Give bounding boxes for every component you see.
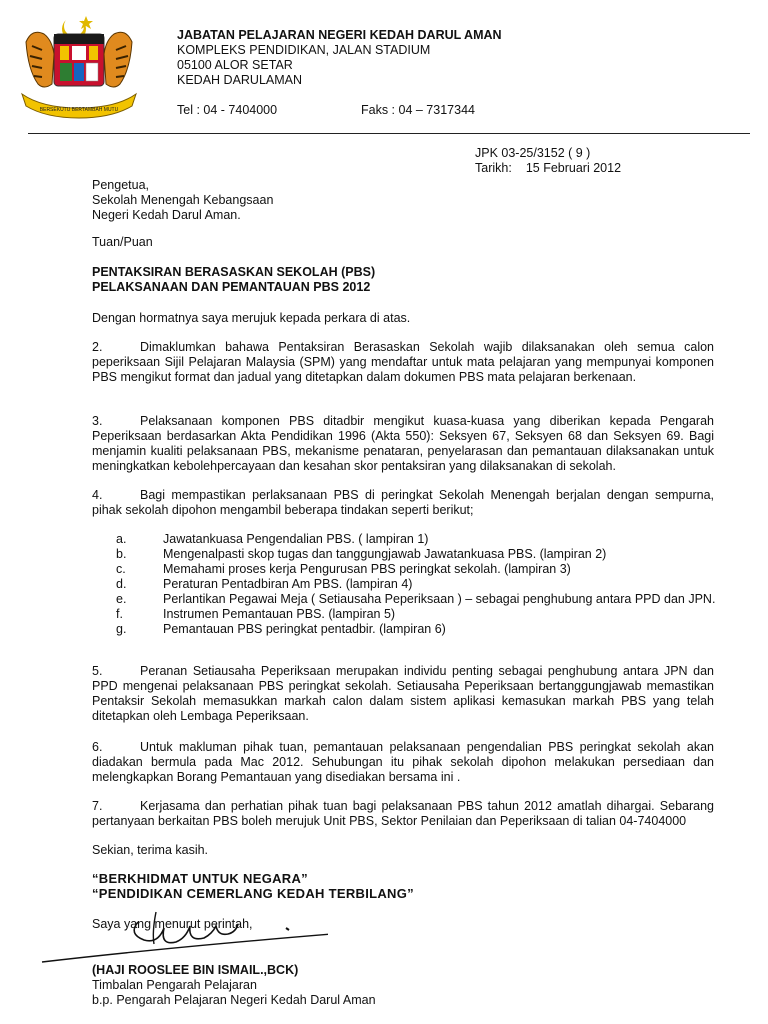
recipient-line: Pengetua,: [92, 178, 149, 192]
paragraph-number: 4.: [92, 488, 103, 502]
closing-line: Sekian, terima kasih.: [92, 843, 209, 857]
subject-line: PENTAKSIRAN BERASASKAN SEKOLAH (PBS): [92, 265, 376, 279]
list-item: [116, 592, 716, 607]
subject-line: PELAKSANAAN DAN PEMANTAUAN PBS 2012: [92, 280, 371, 294]
agency-name: JABATAN PELAJARAN NEGERI KEDAH DARUL AMAN: [177, 28, 502, 42]
opening-line: Dengan hormatnya saya merujuk kepada perkara di atas.: [92, 311, 411, 325]
signatory-name: (HAJI ROOSLEE BIN ISMAIL.,BCK): [92, 963, 299, 977]
motto-block: [92, 871, 714, 901]
list-item: [116, 562, 716, 577]
paragraph-number: 3.: [92, 414, 103, 428]
sign-off: Saya yang menurut perintah,: [92, 917, 253, 931]
list-item: [116, 622, 716, 637]
paragraph-4: [92, 488, 714, 518]
list-item: [116, 607, 716, 622]
paragraph-number: 6.: [92, 740, 103, 754]
list-item-text: Memahami proses kerja Pengurusan PBS peringkat sekolah. (lampiran 3): [163, 562, 571, 576]
list-item-label: c.: [116, 562, 126, 576]
motto-line: “BERKHIDMAT UNTUK NEGARA”: [92, 871, 308, 886]
list-item-text: Pemantauan PBS peringkat pentadbir. (lampiran 6): [163, 622, 446, 636]
paragraph-5: [92, 664, 714, 724]
paragraph-text: Kerjasama dan perhatian pihak tuan bagi pelaksanaan PBS tahun 2012 amatlah dihargai. Sebarang pertanyaan berkaitan PBS boleh merujuk Unit PBS, Sektor Penilaian dan Peperiksaan di talian 04-7404000: [92, 799, 714, 828]
paragraph-text: Bagi mempastikan perlaksanaan PBS di peringkat Sekolah Menengah berjalan dengan sempurna, pihak sekolah dipohon mengambil beberapa tindakan seperti berikut;: [92, 488, 714, 517]
recipient-line: Sekolah Menengah Kebangsaan: [92, 193, 274, 207]
list-item-text: Mengenalpasti skop tugas dan tanggungjawab Jawatankuasa PBS. (lampiran 2): [163, 547, 607, 561]
address-line: 05100 ALOR SETAR: [177, 58, 293, 72]
list-item-text: Jawatankuasa Pengendalian PBS. ( lampiran 1): [163, 532, 429, 546]
address-line: KOMPLEKS PENDIDIKAN, JALAN STADIUM: [177, 43, 431, 57]
address-line: KEDAH DARULAMAN: [177, 73, 303, 87]
date-value: 15 Februari 2012: [525, 161, 622, 175]
list-item-label: d.: [116, 577, 127, 591]
action-list: [116, 532, 716, 637]
crest-motto-text: BERSEKUTU BERTAMBAH MUTU: [39, 107, 119, 113]
list-item-label: f.: [116, 607, 123, 621]
date-row: [475, 161, 621, 176]
paragraph-3: [92, 414, 714, 474]
paragraph-text: Peranan Setiausaha Peperiksaan merupakan individu penting sebagai penghubung antara JPN dan PPD mengenai pelaksanaan PBS peringkat sekolah. Setiausaha Peperiksaan bertanggungjawab memastikan Pentaksir Sekolah memasukkan markah calon dalam sistem aplikasi kemasukan markah PBS yang telah ditetapkan oleh Lembaga Peperiksaan.: [92, 664, 714, 723]
signatory-block: [92, 963, 714, 1008]
list-item-label: b.: [116, 547, 127, 561]
paragraph-number: 5.: [92, 664, 103, 678]
paragraph-text: Pelaksanaan komponen PBS ditadbir mengikut kuasa-kuasa yang diberikan kepada Pengarah Peperiksaan berdasarkan Akta Pendidikan 1996 (Akta 550): Seksyen 67, Seksyen 68 dan Seksyen 69. Bagi menjamin kualiti pelaksanaan PBS, mekanisme penataran, penyelarasan dan pemantauan dilaksanakan untuk meningkatkan kebolehpercayaan dan kesahan skor pentaksiran yang dilaksanakan di sekolah.: [92, 414, 714, 473]
motto-line: “PENDIDIKAN CEMERLANG KEDAH TERBILANG”: [92, 886, 414, 901]
paragraph-6: [92, 740, 714, 785]
recipient-line: Negeri Kedah Darul Aman.: [92, 208, 241, 222]
list-item-label: e.: [116, 592, 127, 606]
coat-of-arms-logo: [14, 12, 144, 120]
list-item: [116, 547, 716, 562]
recipient-block: [92, 178, 714, 223]
paragraph-text: Untuk makluman pihak tuan, pemantauan pelaksanaan pengendalian PBS peringkat sekolah akan diadakan bermula pada Mac 2012. Sehubungan itu pihak sekolah dipohon melakukan persediaan dan melengkapkan Borang Pemantauan yang disediakan bersama ini .: [92, 740, 714, 784]
list-item: [116, 577, 716, 592]
paragraph-number: 7.: [92, 799, 103, 813]
reference-block: [475, 146, 621, 176]
paragraph-text: Dimaklumkan bahawa Pentaksiran Berasaskan Sekolah wajib dilaksanakan oleh semua calon peperiksaan Sijil Pelajaran Malaysia (SPM) yang mendaftar untuk mata pelajaran yang mempunyai komponen PBS mengikut format dan jadual yang ditetapkan dalam dokumen PBS mata pelajaran berkenaan.: [92, 340, 714, 384]
signatory-title: Timbalan Pengarah Pelajaran: [92, 978, 257, 992]
agency-address-block: [177, 28, 502, 88]
paragraph-2: [92, 340, 714, 385]
signatory-on-behalf: b.p. Pengarah Pelajaran Negeri Kedah Darul Aman: [92, 993, 376, 1007]
list-item-text: Instrumen Pemantauan PBS. (lampiran 5): [163, 607, 396, 621]
malaysia-coat-of-arms-icon: [14, 12, 144, 120]
reference-number: JPK 03-25/3152 ( 9 ): [475, 146, 591, 160]
list-item-text: Perlantikan Pegawai Meja ( Setiausaha Peperiksaan ) – sebagai penghubung antara PPD dan JPN.: [163, 592, 716, 606]
paragraph-7: [92, 799, 714, 829]
list-item: [116, 532, 716, 547]
salutation: Tuan/Puan: [92, 235, 153, 249]
header-divider: [28, 133, 750, 134]
list-item-label: a.: [116, 532, 127, 546]
telephone-number: Tel : 04 - 7404000: [177, 103, 278, 117]
fax-number: Faks : 04 – 7317344: [361, 103, 475, 117]
list-item-label: g.: [116, 622, 127, 636]
paragraph-number: 2.: [92, 340, 103, 354]
date-label: Tarikh:: [475, 161, 512, 175]
list-item-text: Peraturan Pentadbiran Am PBS. (lampiran 4): [163, 577, 413, 591]
subject-block: [92, 265, 714, 295]
